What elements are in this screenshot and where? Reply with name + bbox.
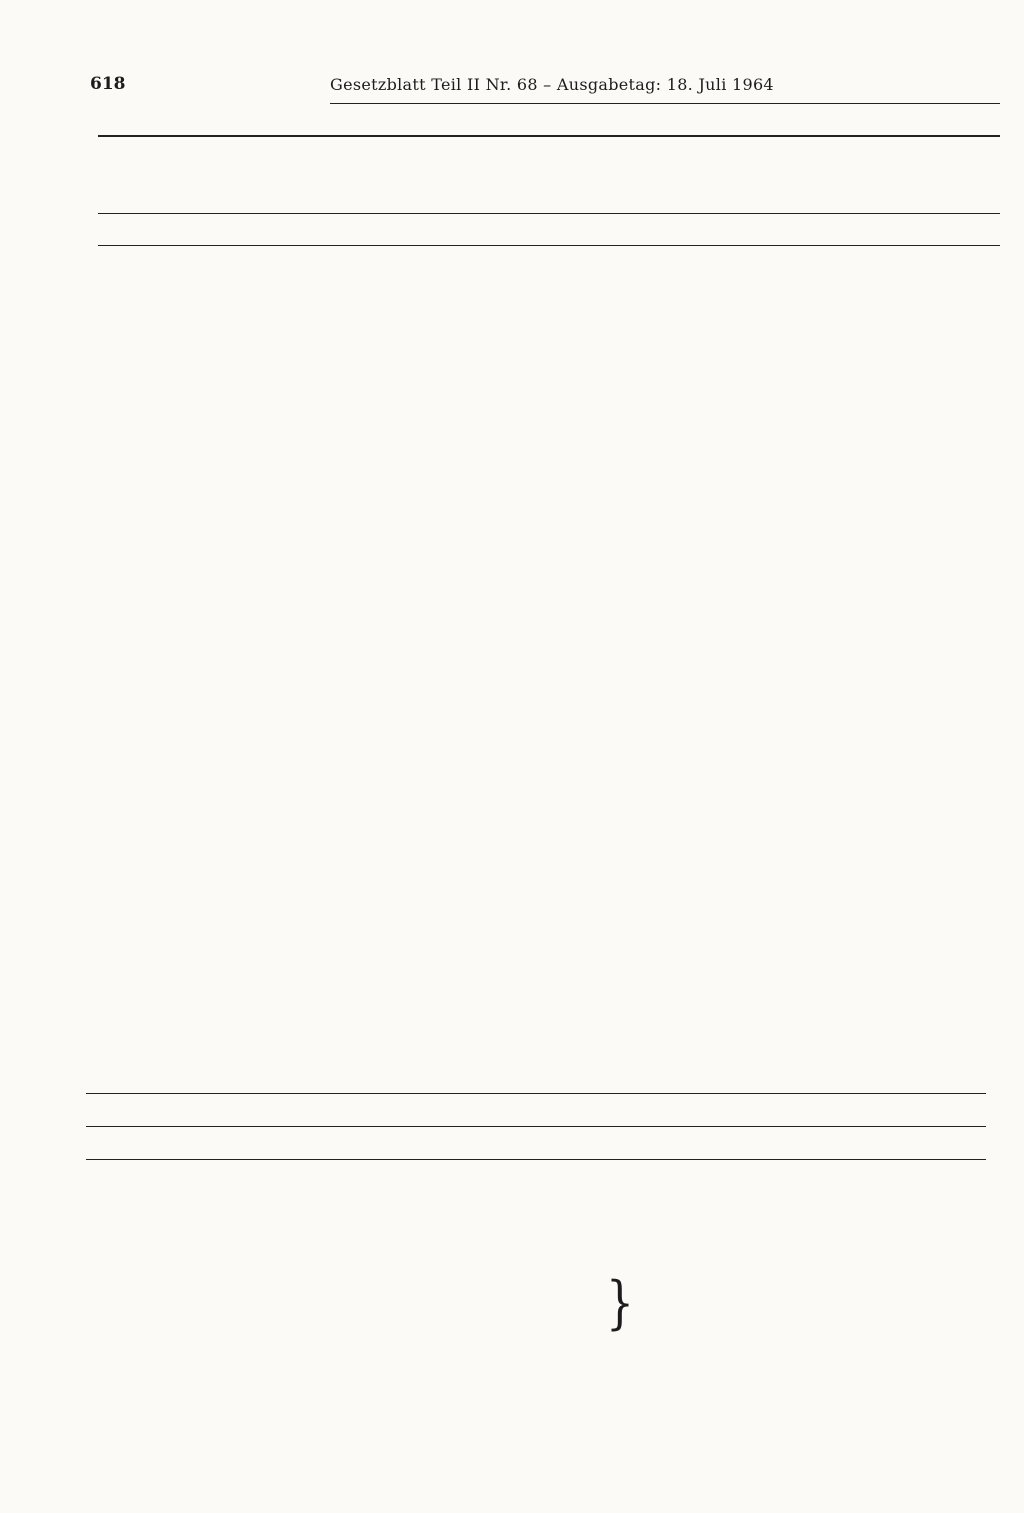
table2-top-rule: [86, 1093, 986, 1094]
header-rule: [330, 103, 1000, 104]
page-number: 618: [90, 74, 126, 94]
column-number-rule: [98, 245, 1000, 246]
table-top-rule: [98, 135, 1000, 137]
grouping-brace: }: [606, 1270, 634, 1337]
header-rule: [98, 213, 1000, 214]
page-title: Gesetzblatt Teil II Nr. 68 – Ausgabetag: 18. Juli 1964: [330, 75, 774, 94]
table2-header-rule: [86, 1126, 986, 1127]
table2-number-rule: [86, 1159, 986, 1160]
